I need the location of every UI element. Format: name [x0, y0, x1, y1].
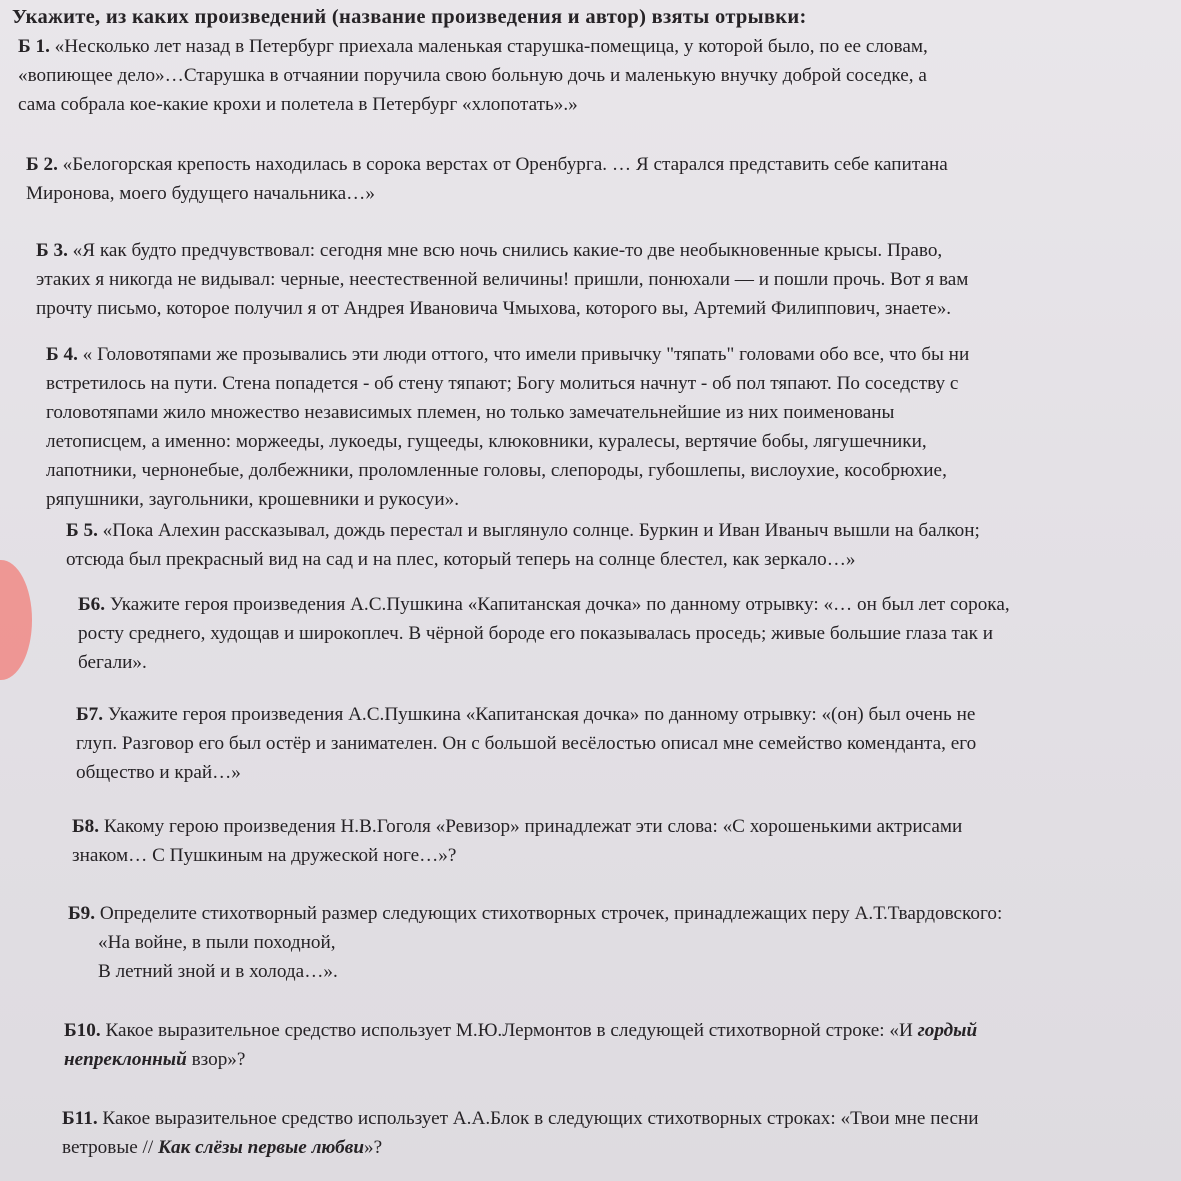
- task-text-line: «Несколько лет назад в Петербург приехала маленькая старушка-помещица, у которой было, по ее словам,: [54, 36, 928, 57]
- task-number: Б8.: [72, 816, 100, 837]
- task-text-line: отсюда был прекрасный вид на сад и на плес, который теперь на солнце блестел, как зеркало…»: [66, 549, 856, 570]
- task-b7: [76, 700, 1181, 787]
- task-text-line: прочту письмо, которое получил я от Андрея Ивановича Чмыхова, которого вы, Артемий Филиппович, знаете».: [36, 298, 952, 319]
- task-text-line: лапотники, чернонебые, долбежники, проломленные головы, слепороды, губошлепы, вислоухие, кособрюхие,: [46, 460, 947, 481]
- task-text-line: ветровые //: [62, 1137, 158, 1158]
- task-text-line: Какое выразительное средство использует А.А.Блок в следующих стихотворных строках: «Твои мне песни: [102, 1108, 979, 1129]
- task-text-line: Какому герою произведения Н.В.Гоголя «Ревизор» принадлежат эти слова: «С хорошенькими актрисами: [103, 816, 963, 837]
- task-number: Б 5.: [66, 520, 98, 541]
- task-text-line: Определите стихотворный размер следующих стихотворных строчек, принадлежащих перу А.Т.Твардовского:: [99, 903, 1003, 924]
- task-text-line: «Пока Алехин рассказывал, дождь перестал и выглянуло солнце. Буркин и Иван Иваныч вышли на балкон;: [102, 520, 980, 541]
- task-text-line: знаком… С Пушкиным на дружеской ноге…»?: [72, 845, 457, 866]
- task-number: Б 4.: [46, 344, 78, 365]
- task-b9: [68, 899, 1178, 986]
- poem-line: «На войне, в пыли походной,: [98, 932, 336, 953]
- poem-line: В летний зной и в холода…».: [98, 961, 338, 982]
- worksheet-heading: Укажите, из каких произведений (название произведения и автор) взяты отрывки:: [12, 6, 807, 28]
- task-number: Б 2.: [26, 154, 58, 175]
- task-b6: [78, 590, 1181, 677]
- task-number: Б10.: [64, 1020, 101, 1041]
- task-b2: [26, 150, 1136, 208]
- task-text-line: «Я как будто предчувствовал: сегодня мне всю ночь снились какие-то две необыкновенные крысы. Право,: [72, 240, 943, 261]
- task-text-line: бегали».: [78, 652, 147, 673]
- task-text-line: « Головотяпами же прозывались эти люди оттого, что имели привычку "тяпать" головами обо все, что бы ни: [82, 344, 970, 365]
- task-text-line: глуп. Разговор его был остёр и занимателен. Он с большой весёлостью описал мне семейство коменданта, его: [76, 733, 977, 754]
- task-text-line: взор»?: [186, 1049, 246, 1070]
- task-number: Б7.: [76, 704, 104, 725]
- task-b1: [18, 32, 1128, 119]
- task-text-line: Миронова, моего будущего начальника…»: [26, 183, 375, 204]
- emphasized-word: непреклонный: [64, 1049, 187, 1070]
- task-number: Б11.: [62, 1108, 98, 1129]
- task-text-line: росту среднего, худощав и широкоплеч. В чёрной бороде его показывалась проседь; живые большие глаза так и: [78, 623, 994, 644]
- task-number: Б 1.: [18, 36, 50, 57]
- task-text-line: Какое выразительное средство использует М.Ю.Лермонтов в следующей стихотворной строке: «И: [105, 1020, 918, 1041]
- task-text-line: встретилось на пути. Стена попадется - об стену тяпают; Богу молиться начнут - об пол тяпают. По соседству с: [46, 373, 959, 394]
- task-text-line: общество и край…»: [76, 762, 241, 783]
- task-text-line: «вопиющее дело»…Старушка в отчаянии поручила свою больную дочь и маленькую внучку доброй соседке, а: [18, 65, 927, 86]
- task-number: Б 3.: [36, 240, 68, 261]
- emphasized-phrase: Как слёзы первые любви: [158, 1137, 365, 1158]
- task-text-line: Укажите героя произведения А.С.Пушкина «Капитанская дочка» по данному отрывку: «(он) был очень не: [107, 704, 976, 725]
- task-number: Б9.: [68, 903, 96, 924]
- emphasized-word: гордый: [917, 1020, 978, 1041]
- task-b8: [72, 812, 1181, 870]
- task-b10: [64, 1016, 1174, 1074]
- task-text-line: Укажите героя произведения А.С.Пушкина «Капитанская дочка» по данному отрывку: «… он был лет сорока,: [109, 594, 1010, 615]
- task-b3: [36, 236, 1146, 323]
- task-text-line: этаких я никогда не видывал: черные, неестественной величины! пришли, понюхали — и пошли прочь. Вот я вам: [36, 269, 969, 290]
- task-text-line: ряпушники, заугольники, крошевники и рукосуи».: [46, 489, 459, 510]
- task-text-line: летописцем, а именно: моржееды, лукоеды, гущееды, клюковники, куралесы, вертячие бобы, лягушечники,: [46, 431, 927, 452]
- task-b5: [66, 516, 1176, 574]
- task-number: Б6.: [78, 594, 106, 615]
- task-b11: [62, 1104, 1172, 1162]
- task-text-line: сама собрала кое-какие крохи и полетела в Петербург «хлопотать».»: [18, 94, 578, 115]
- task-text-line: »?: [364, 1137, 383, 1158]
- task-b4: [46, 340, 1156, 514]
- task-text-line: «Белогорская крепость находилась в сорока верстах от Оренбурга. … Я старался представить себе капитана: [62, 154, 948, 175]
- task-text-line: головотяпами жило множество независимых племен, но только замечательнейшие из них поименованы: [46, 402, 895, 423]
